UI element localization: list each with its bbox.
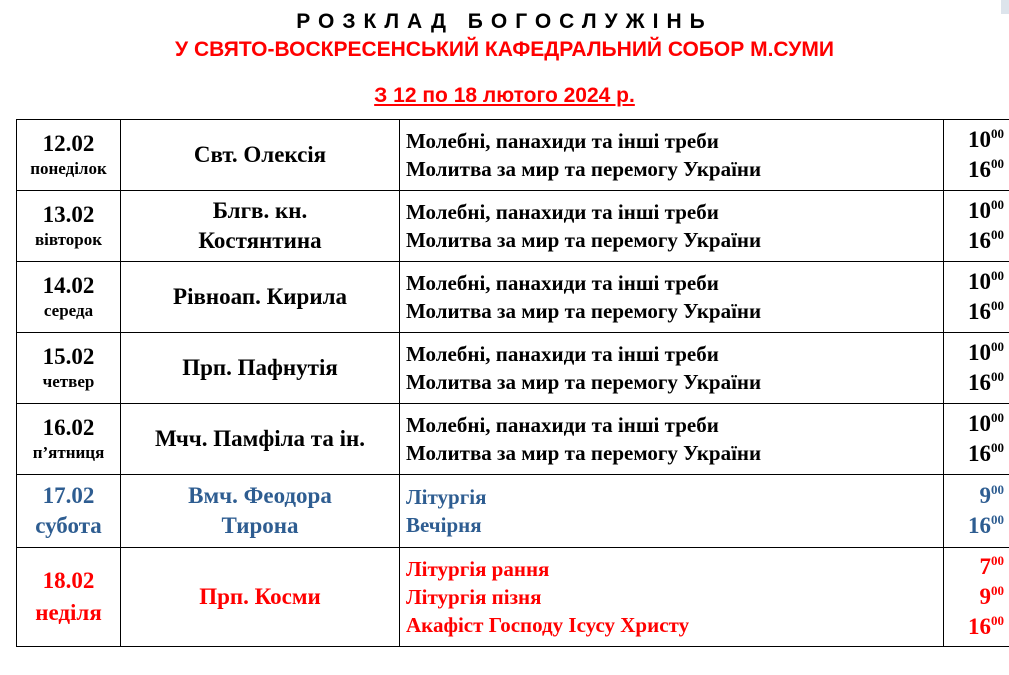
date: 12.02	[42, 131, 95, 156]
saint-cell	[121, 548, 400, 647]
service-item: Молебні, панахиди та інші треби	[406, 271, 719, 295]
saint-name: Костянтина	[198, 228, 322, 253]
weekday: неділя	[35, 600, 102, 625]
schedule-body	[17, 120, 1009, 647]
table-row	[17, 191, 1009, 262]
date-cell	[17, 191, 121, 262]
weekday: середа	[43, 301, 94, 320]
service-item: Літургія	[406, 485, 487, 509]
time-cell	[944, 120, 1009, 191]
time: $10^{00}$	[968, 410, 1004, 436]
date-cell	[17, 262, 121, 333]
time-cell	[944, 262, 1009, 333]
time: $7^{00}$	[979, 553, 1004, 579]
time: $9^{00}$	[979, 482, 1004, 508]
saint-name: Прп. Косми	[199, 584, 321, 609]
service-item: Літургія пізня	[406, 585, 542, 609]
time: $10^{00}$	[968, 339, 1004, 365]
services-cell	[400, 548, 944, 647]
service-item: Молитва за мир та перемогу України	[406, 157, 762, 181]
saint-cell	[121, 262, 400, 333]
table-row-sunday	[17, 548, 1009, 647]
services-cell	[400, 475, 944, 548]
saint-name: Блгв. кн.	[212, 198, 308, 223]
time-cell	[944, 191, 1009, 262]
date-cell	[17, 120, 121, 191]
time: $16^{00}$	[968, 440, 1004, 466]
saint-name: Прп. Пафнутія	[182, 355, 338, 380]
service-item: Молебні, панахиди та інші треби	[406, 200, 719, 224]
time: $16^{00}$	[968, 512, 1004, 538]
time: $16^{00}$	[968, 227, 1004, 253]
table-row	[17, 404, 1009, 475]
time-cell	[944, 404, 1009, 475]
service-item: Молитва за мир та перемогу України	[406, 228, 762, 252]
saint-cell	[121, 333, 400, 404]
service-item: Акафіст Господу Ісусу Христу	[406, 613, 690, 637]
time: $10^{00}$	[968, 197, 1004, 223]
weekday: п’ятниця	[32, 443, 105, 462]
service-item: Молитва за мир та перемогу України	[406, 441, 762, 465]
time: $16^{00}$	[968, 613, 1004, 639]
time: $16^{00}$	[968, 298, 1004, 324]
saint-name: Тирона	[221, 513, 299, 538]
weekday: вівторок	[34, 230, 103, 249]
date-cell	[17, 548, 121, 647]
date: 16.02	[42, 415, 95, 440]
saint-cell	[121, 120, 400, 191]
service-item: Молебні, панахиди та інші треби	[406, 342, 719, 366]
time-cell	[944, 333, 1009, 404]
date: 18.02	[42, 568, 95, 593]
table-row	[17, 120, 1009, 191]
time: $16^{00}$	[968, 156, 1004, 182]
date: 15.02	[42, 344, 95, 369]
date-cell	[17, 475, 121, 548]
service-item: Літургія рання	[406, 557, 550, 581]
schedule-table	[16, 119, 1009, 647]
date: 13.02	[42, 202, 95, 227]
time: $10^{00}$	[968, 126, 1004, 152]
time: $16^{00}$	[968, 369, 1004, 395]
table-row	[17, 262, 1009, 333]
services-cell	[400, 333, 944, 404]
service-item: Молитва за мир та перемогу України	[406, 370, 762, 394]
weekday: четвер	[42, 372, 95, 391]
time: $9^{00}$	[979, 583, 1004, 609]
date-cell	[17, 333, 121, 404]
schedule-period: З 12 по 18 лютого 2024 р.	[374, 84, 635, 107]
saint-cell	[121, 475, 400, 548]
corner-icon	[1001, 0, 1009, 14]
saint-name: Мчч. Памфіла та ін.	[154, 426, 365, 451]
services-cell	[400, 262, 944, 333]
service-item: Молебні, панахиди та інші треби	[406, 129, 719, 153]
table-row	[17, 333, 1009, 404]
service-item: Молебні, панахиди та інші треби	[406, 413, 719, 437]
page-title: РОЗКЛАД БОГОСЛУЖІНЬ	[296, 10, 713, 33]
table-row-saturday	[17, 475, 1009, 548]
services-cell	[400, 120, 944, 191]
saint-name: Свт. Олексія	[193, 142, 327, 167]
service-item: Молитва за мир та перемогу України	[406, 299, 762, 323]
page-subtitle: У СВЯТО-ВОСКРЕСЕНСЬКИЙ КАФЕДРАЛЬНИЙ СОБОР М.СУМИ	[175, 38, 834, 61]
date: 17.02	[42, 483, 95, 508]
weekday: понеділок	[30, 159, 107, 178]
time-cell	[944, 475, 1009, 548]
service-item: Вечірня	[406, 513, 482, 537]
time-cell	[944, 548, 1009, 647]
date-cell	[17, 404, 121, 475]
saint-cell	[121, 191, 400, 262]
saint-name: Вмч. Феодора	[188, 483, 332, 508]
time: $10^{00}$	[968, 268, 1004, 294]
services-cell	[400, 191, 944, 262]
weekday: субота	[35, 513, 102, 538]
date: 14.02	[42, 273, 95, 298]
saint-name: Рівноап. Кирила	[173, 284, 347, 309]
saint-cell	[121, 404, 400, 475]
services-cell	[400, 404, 944, 475]
